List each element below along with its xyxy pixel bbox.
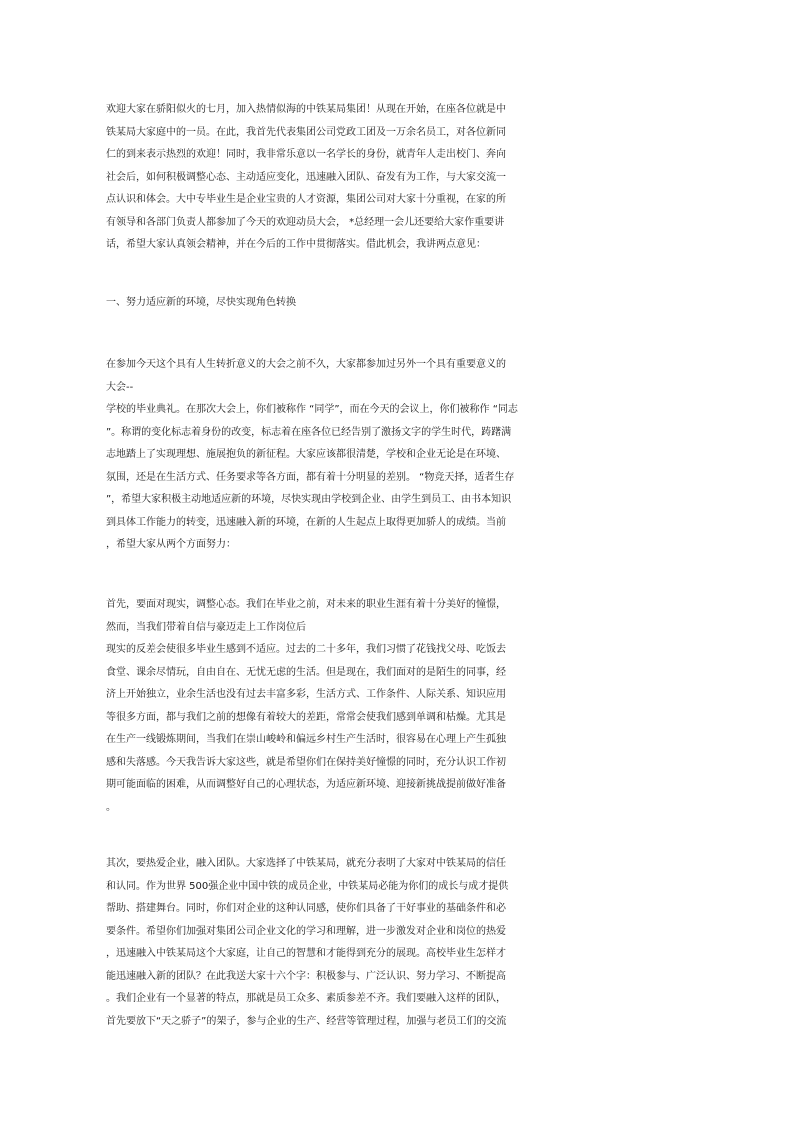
text-line: 铁某局大家庭中的一员。在此，我首先代表集团公司党政工团及一万余名员工，对各位新同 [106,126,506,138]
text-line: 在参加今天这个具有人生转折意义的大会之前不久，大家都参加过另外一个具有重要意义的 [106,359,506,370]
text-line: 。 [106,801,116,813]
text-line: 学校的毕业典礼。在那次大会上，你们被称作 “同学”，而在今天的会议上，你们被称作 “同志 [106,404,518,415]
text-line: ，迅速融入中铁某局这个大家庭，让自己的智慧和才能得到充分的展现。高校毕业生怎样才 [106,948,506,959]
paragraph-first [106,594,706,819]
text-line: 到具体工作能力的转变，迅速融入新的环境，在新的人生起点上取得更加骄人的成绩。当前 [106,516,506,528]
section-heading [106,292,706,315]
text-line: 要条件。希望你们加强对集团公司企业文化的学习和理解，进一步激发对企业和岗位的热爱 [106,925,506,937]
text-line: 感和失落感。今天我告诉大家这些，就是希望你们在保持美好憧憬的同时，充分认识工作初 [106,756,506,768]
text-line: 欢迎大家在骄阳似火的七月，加入热情似海的中铁某局集团！从现在开始，在座各位就是中 [106,104,506,115]
text-line: 能迅速融入新的团队？在此我送大家十六个字：积极参与、广泛认识、努力学习、不断提高 [106,970,506,982]
text-line: 现实的反差会使很多毕业生感到不适应。过去的二十多年，我们习惯了花钱找父母、吃饭去 [106,644,506,655]
text-line: 首先要放下“天之骄子”的架子，参与企业的生产、经营等管理过程，加强与老员工们的交流 [106,1015,507,1027]
text-line: ，希望大家从两个方面努力： [106,539,236,550]
text-line: 和认同。作为世界 500强企业中国中铁的成员企业，中铁某局必能为你们的成长与成才提供 [106,880,509,892]
text-line: 食堂、课余尽情玩，自由自在、无忧无虑的生活。但是现在，我们面对的是陌生的同事，经 [106,666,506,678]
text-line: 有领导和各部门负责人都参加了今天的欢迎动员大会， *总经理一会儿还要给大家作重要讲 [106,216,505,228]
text-line: 帮助、搭建舞台。同时，你们对企业的这种认同感，使你们具备了干好事业的基础条件和必 [106,903,506,914]
text-line: 期可能面临的困难，从而调整好自己的心理状态，为适应新环境、迎接新挑战提前做好准备 [106,779,506,790]
text-line: 点认识和体会。大中专毕业生是企业宝贵的人才资源，集团公司对大家十分重视，在家的所 [106,194,506,205]
text-line: 仁的到来表示热烈的欢迎！同时，我非常乐意以一名学长的身份，就青年人走出校门、奔向 [106,149,506,160]
text-line: 氛围，还是在生活方式、任务要求等各方面，都有着十分明显的差别。 “物竞天择，适者生存 [106,471,515,483]
heading-text: 一、努力适应新的环境，尽快实现角色转换 [106,297,296,308]
paragraph-second [106,853,706,1033]
text-line: 其次，要热爱企业，融入团队。大家选择了中铁某局，就充分表明了大家对中铁某局的信任 [106,858,506,869]
text-line: 社会后，如何积极调整心态、主动适应变化，迅速融入团队、奋发有为工作，与大家交流一 [106,171,506,183]
text-line: 然而，当我们带着自信与豪迈走上工作岗位后 [106,621,306,633]
text-line: 等很多方面，都与我们之前的想像有着较大的差距，常常会使我们感到单调和枯燥。尤其是 [106,711,506,723]
paragraph-adapt [106,354,706,557]
text-line: ”，希望大家积极主动地适应新的环境，尽快实现由学校到企业、由学生到员工、由书本知识 [106,494,512,505]
paragraph-welcome [106,99,706,257]
text-line: 大会-- [106,381,134,393]
text-line: 话，希望大家认真领会精神，并在今后的工作中贯彻落实。借此机会，我讲两点意见： [106,239,486,250]
text-line: 首先，要面对现实，调整心态。我们在毕业之前，对未来的职业生涯有着十分美好的憧憬， [106,599,506,610]
text-line: ”。称谓的变化标志着身份的改变，标志着在座各位已经告别了激扬文字的学生时代，踌躇满 [106,426,512,438]
text-line: 。我们企业有一个显著的特点，那就是员工众多、素质参差不齐。我们要融入这样的团队， [106,993,506,1004]
text-line: 在生产一线锻炼期间，当我们在崇山峻岭和偏远乡村生产生活时，很容易在心理上产生孤独 [106,734,506,745]
text-line: 济上开始独立，业余生活也没有过去丰富多彩，生活方式、工作条件、人际关系、知识应用 [106,689,506,700]
text-line: 志地踏上了实现理想、施展抱负的新征程。大家应该都很清楚，学校和企业无论是在环境、 [106,449,506,460]
